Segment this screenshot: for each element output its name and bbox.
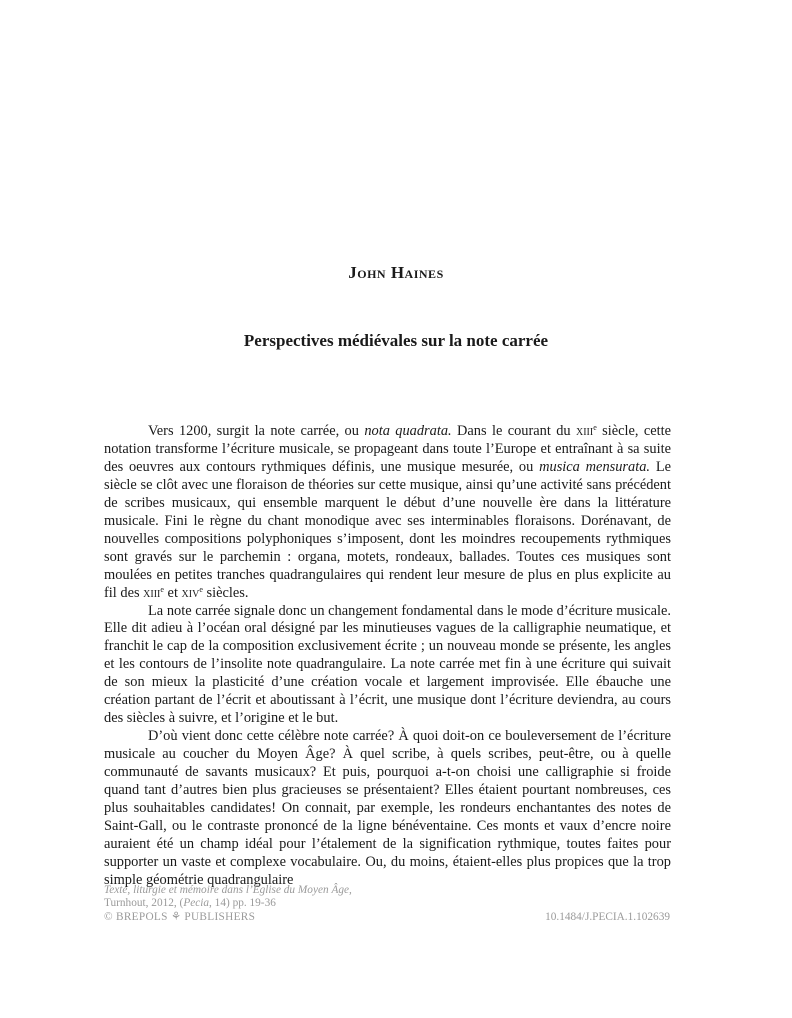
footer-book-title: Texte, liturgie et mémoire dans l’Église du Moyen Âge, xyxy=(104,884,352,896)
footer-doi: 10.1484/J.PECIA.1.102639 xyxy=(545,910,670,923)
p1-text-3: siècle, cette notation transforme l’écriture musicale, se propageant dans toute l’Europe et entraînant à sa suite des oeuvres aux contours rythmiques définis, une musique mesurée, ou xyxy=(104,423,671,475)
article-body xyxy=(104,423,671,890)
p1-text-6: siècles. xyxy=(202,584,249,601)
publication-footer xyxy=(104,884,670,924)
p1-century-13b-superscript: e xyxy=(160,584,164,594)
footer-pub-post: , 14) pp. 19-36 xyxy=(209,897,276,910)
paragraph-3: D’où vient donc cette célèbre note carrée? À quoi doit-on ce bouleversement de l’écriture musicale au coucher du Moyen Âge? À quel scribe, à quels scribes, peut-être, ou à quelle communauté de savants musicaux? Et puis, pourquoi a-t-on choisi une calligraphie si froide quand tant d’autres bien plus gracieuses se présentaient? Elles étaient pourtant nombreuses, ces plus souhaitables candidates! On connait, par exemple, les rondeurs enchantantes des notes de Saint-Gall, ou le contraste prononcé de la ligne bénéventaine. Ces monts et vaux d’encre noire auraient été un champ idéal pour l’étalement de la signification rythmique, toutes faites pour supporter un vaste et complexe vocabulaire. Ou, du moins, étaient-elles plus propices que la trop simple géométrie quadrangulaire xyxy=(104,728,671,888)
footer-publisher: PUBLISHERS xyxy=(184,910,256,923)
footer-pub-pre: Turnhout, 2012, ( xyxy=(104,897,184,910)
footer-copyright-text: © BREPOLS xyxy=(104,910,168,923)
author-name: John Haines xyxy=(348,263,444,282)
brepols-logo-icon: ⚘ xyxy=(170,910,182,923)
p1-italic-musica-mensurata: musica mensurata. xyxy=(539,458,651,475)
paragraph-2: La note carrée signale donc un changement fondamental dans le mode d’écriture musicale. Elle dit adieu à l’océan oral désigné par les minutieuses vagues de la calligraphie neumatique, et franchit le cap de la composition exclusivement écrite ; un nouveau monde se présente, les angles et les contours de l’insolite note quadrangulaire. La note carrée met fin à une écriture qui suivait de son mieux la plasticité d’une création vocale et largement improvisée. Elle ébauche une création partant de l’écrit et aboutissant à l’écrit, une musique dont l’écriture deviendra, au cours des siècles à suivre, et l’origine et le but. xyxy=(104,602,671,727)
footer-series-name: Pecia xyxy=(183,897,210,910)
p1-text-2: Dans le courant du xyxy=(451,423,576,439)
paragraph-1 xyxy=(104,423,671,603)
footer-publication-info xyxy=(104,897,670,910)
p1-century-14-superscript: e xyxy=(199,584,203,594)
article-title: Perspectives médiévales sur la note carrée xyxy=(243,331,549,350)
p1-text-1: Vers 1200, surgit la note carrée, ou xyxy=(148,423,365,439)
p1-century-13-superscript: e xyxy=(593,423,597,432)
p1-century-13: xiii xyxy=(575,423,594,439)
p1-text-5: et xyxy=(163,584,182,601)
p1-century-13b: xiii xyxy=(143,584,161,601)
p1-text-4: Le siècle se clôt avec une floraison de théories sur cette musique, ainsi qu’une activité sans précédent de scribes musicaux, qui ensemble marquent le début d’une nouvelle ère dans la littérature musicale. Fini le règne du chant monodique avec ses interminables floraisons. Dorénavant, de nouvelles compositions polyphoniques s’imposent, dont les moindres recoupements rythmiques sont gravés sur le parchemin : organa, motets, rondeaux, ballades. Toutes ces musiques sont moulées en petites tranches quadrangulaires qui rendent leur mesure de plus en plus explicite au fil des xyxy=(104,458,671,601)
p1-italic-nota-quadrata: nota quadrata. xyxy=(364,423,452,439)
p1-century-14: xiv xyxy=(181,584,200,601)
